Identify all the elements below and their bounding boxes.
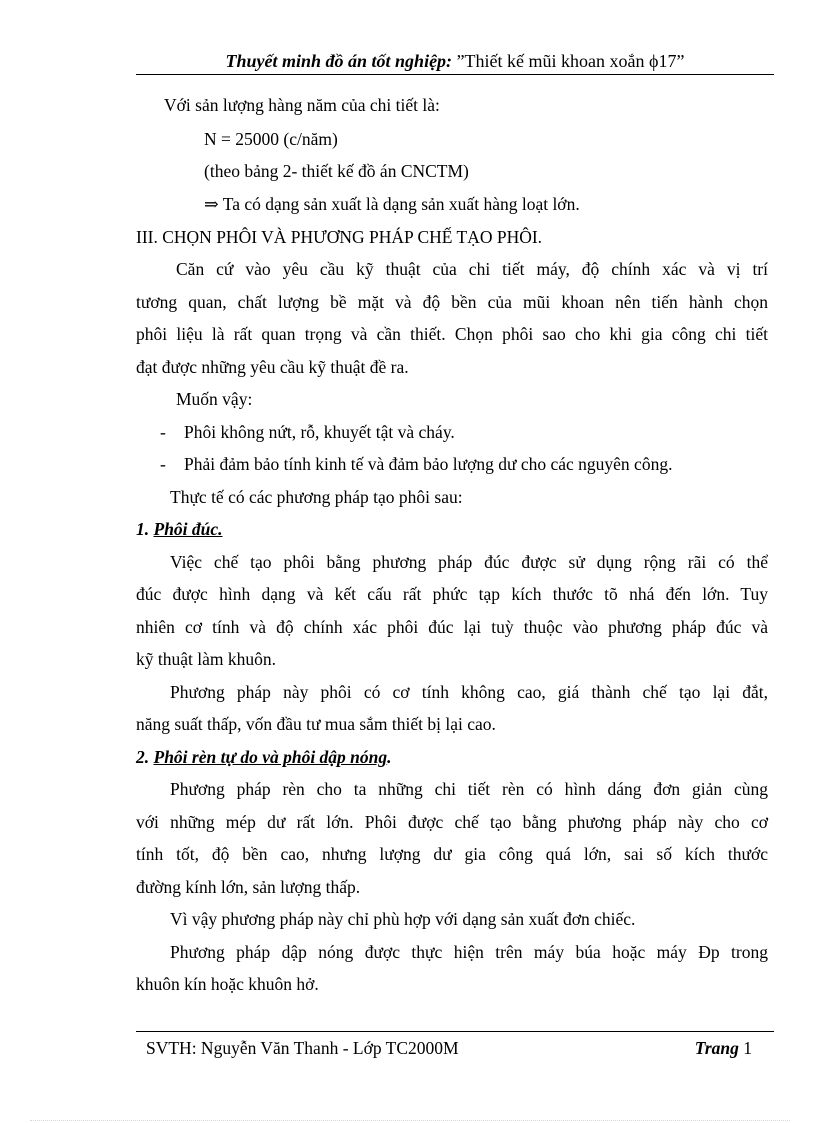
page-bottom-divider bbox=[30, 1120, 790, 1121]
paragraph-line: nhiên cơ tính và độ chính xác phôi đúc lại tuỳ thuộc vào phương pháp đúc và bbox=[136, 617, 768, 637]
heading-title: Phôi đúc. bbox=[153, 519, 223, 539]
footer-page-number: 1 bbox=[743, 1038, 752, 1058]
paragraph-line: Phương pháp dập nóng được thực hiện trên máy búa hoặc máy Ðp trong bbox=[170, 942, 768, 962]
heading-period: . bbox=[387, 747, 392, 767]
requirements-intro: Muốn vậy: bbox=[176, 389, 253, 409]
output-quantity: N = 25000 (c/năm) bbox=[204, 129, 338, 149]
bullet-text: Phải đảm bảo tính kinh tế và đảm bảo lượng dư cho các nguyên công. bbox=[184, 454, 673, 474]
output-reference: (theo bảng 2- thiết kế đồ án CNCTM) bbox=[204, 161, 469, 181]
paragraph-line: phôi liệu là rất quan trọng và cần thiết. Chọn phôi sao cho khi gia công chi tiết bbox=[136, 324, 768, 344]
production-type-line bbox=[204, 191, 580, 217]
paragraph-line: tính tốt, độ bền cao, nhưng lượng dư gia công quá lớn, sai số kích thước bbox=[136, 844, 768, 864]
section-heading-iii: III. CHỌN PHÔI VÀ PHƯƠNG PHÁP CHẾ TẠO PHÔI. bbox=[136, 227, 543, 247]
footer-page bbox=[695, 1038, 752, 1059]
methods-intro: Thực tế có các phương pháp tạo phôi sau: bbox=[170, 487, 463, 507]
bullet-dash: - bbox=[160, 454, 166, 474]
paragraph-line: Phương pháp này phôi có cơ tính không cao, giá thành chế tạo lại đắt, bbox=[170, 682, 768, 702]
paragraph-line: đúc được hình dạng và kết cấu rất phức tạp kích thước tõ nhá đến lớn. Tuy bbox=[136, 584, 768, 604]
paragraph-line: Vì vậy phương pháp này chỉ phù hợp với dạng sản xuất đơn chiếc. bbox=[170, 909, 636, 929]
paragraph-line: Việc chế tạo phôi bằng phương pháp đúc được sử dụng rộng rãi có thể bbox=[170, 552, 768, 572]
paragraph-output-intro: Với sản lượng hàng năm của chi tiết là: bbox=[164, 95, 440, 115]
page-footer bbox=[136, 1031, 774, 1062]
paragraph-line: năng suất thấp, vốn đầu tư mua sắm thiết bị lại cao. bbox=[136, 714, 496, 734]
header-title: ”Thiết kế mũi khoan xoắn ϕ17” bbox=[456, 51, 685, 71]
paragraph-line: Căn cứ vào yêu cầu kỹ thuật của chi tiết máy, độ chính xác và vị trí bbox=[176, 259, 768, 279]
heading-casting bbox=[136, 516, 223, 542]
heading-forging bbox=[136, 744, 392, 770]
bullet-item bbox=[136, 419, 768, 445]
bullet-text: Phôi không nứt, rỗ, khuyết tật và cháy. bbox=[184, 422, 455, 442]
heading-title: Phôi rèn tự do và phôi dập nóng bbox=[153, 747, 388, 767]
footer-page-label: Trang bbox=[694, 1038, 739, 1058]
bullet-item bbox=[136, 451, 768, 477]
implies-arrow-icon: ⇒ bbox=[204, 194, 219, 214]
paragraph-line: Phương pháp rèn cho ta những chi tiết rèn có hình dáng đơn giản cùng bbox=[170, 779, 768, 799]
production-type-text: Ta có dạng sản xuất là dạng sản xuất hàng loạt lớn. bbox=[222, 194, 580, 214]
page-header bbox=[136, 50, 774, 75]
header-label: Thuyết minh đồ án tốt nghiệp: bbox=[225, 51, 453, 71]
paragraph-line: đường kính lớn, sản lượng thấp. bbox=[136, 877, 361, 897]
paragraph-line: khuôn kín hoặc khuôn hở. bbox=[136, 974, 319, 994]
paragraph-line: tương quan, chất lượng bề mặt và độ bền của mũi khoan nên tiến hành chọn bbox=[136, 292, 768, 312]
paragraph-line: kỹ thuật làm khuôn. bbox=[136, 649, 276, 669]
paragraph-line: với những mép dư rất lớn. Phôi được chế tạo bằng phương pháp này cho cơ bbox=[136, 812, 768, 832]
heading-number: 2. bbox=[136, 747, 150, 767]
footer-student: SVTH: Nguyễn Văn Thanh - Lớp TC2000M bbox=[146, 1038, 459, 1058]
heading-number: 1. bbox=[136, 519, 150, 539]
paragraph-line: đạt được những yêu cầu kỹ thuật đề ra. bbox=[136, 357, 409, 377]
bullet-dash: - bbox=[160, 422, 166, 442]
